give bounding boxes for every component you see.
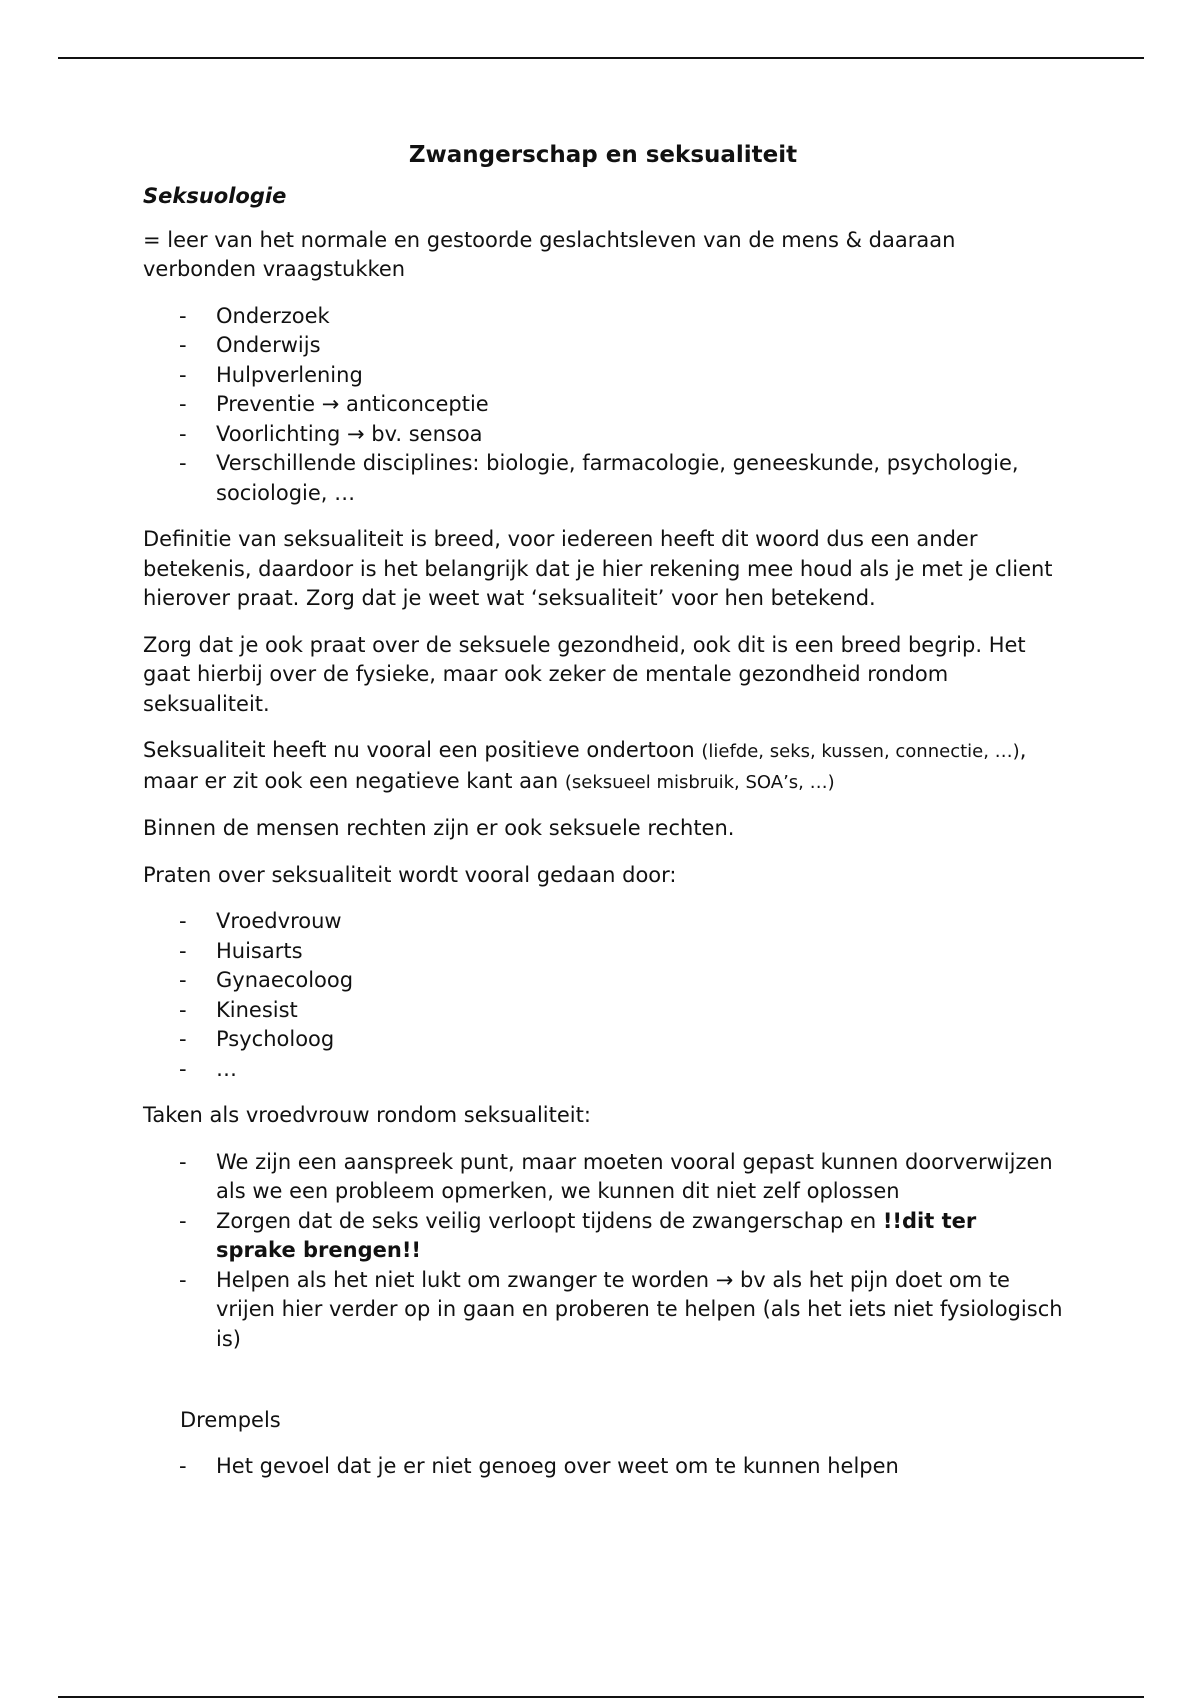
- professionals-list: [143, 907, 1063, 1084]
- list-item: - Helpen als het niet lukt om zwanger te worden → bv als het pijn doet om te vrijen hier verder op in gaan en proberen te helpen (als het iets niet fysiologisch is): [143, 1266, 1063, 1355]
- paragraph-who-talks: Praten over seksualiteit wordt vooral gedaan door:: [143, 862, 677, 887]
- list-item: - …: [143, 1055, 1063, 1085]
- list-item: - Vroedvrouw: [143, 907, 1063, 937]
- section-heading-seksuologie: Seksuologie: [143, 184, 287, 208]
- list-item: - Gynaecoloog: [143, 966, 1063, 996]
- task-emphasis: !!dit ter sprake brengen!!: [216, 1208, 977, 1262]
- fields-list: [143, 302, 1063, 509]
- list-item: - Psycholoog: [143, 1025, 1063, 1055]
- connotation-text-1: Seksualiteit heeft nu vooral een positieve ondertoon: [143, 738, 702, 762]
- task-text: Zorgen dat de seks veilig verloopt tijdens de zwangerschap en: [216, 1208, 883, 1233]
- thresholds-list: [143, 1452, 1063, 1482]
- list-item: - Preventie → anticonceptie: [143, 390, 1063, 420]
- list-item: - Onderzoek: [143, 302, 1063, 332]
- list-item: - Onderwijs: [143, 331, 1063, 361]
- list-item: - Voorlichting → bv. sensoa: [143, 420, 1063, 450]
- list-item: - Kinesist: [143, 996, 1063, 1026]
- list-item: - Verschillende disciplines: biologie, farmacologie, geneeskunde, psychologie, sociologie, …: [143, 449, 1063, 508]
- header-rule: [58, 57, 1144, 59]
- document-title: Zwangerschap en seksualiteit: [408, 142, 798, 168]
- list-item: - Huisarts: [143, 937, 1063, 967]
- connotation-examples-positive: (liefde, seks, kussen, connectie, …): [701, 741, 1020, 762]
- paragraph-definition-breadth: Definitie van seksualiteit is breed, voor iedereen heeft dit woord dus een ander betekenis, daardoor is het belangrijk dat je hier rekening mee houd als je met je client hierover praat. Zorg dat je weet wat ‘seksualiteit’ voor hen betekend.: [143, 527, 1053, 610]
- list-item: [143, 1207, 1063, 1266]
- paragraph-tasks-intro: Taken als vroedvrouw rondom seksualiteit:: [143, 1103, 591, 1127]
- definition-paragraph: = leer van het normale en gestoorde geslachtsleven van de mens & daaraan verbonden vraagstukken: [143, 227, 956, 281]
- document-page: [143, 140, 1063, 1498]
- paragraph-rights: Binnen de mensen rechten zijn er ook seksuele rechten.: [143, 816, 735, 840]
- list-item: - Het gevoel dat je er niet genoeg over weet om te kunnen helpen: [143, 1452, 1063, 1482]
- tasks-list: [143, 1148, 1063, 1355]
- connotation-examples-negative: (seksueel misbruik, SOA’s, …): [564, 771, 835, 793]
- paragraph-sexual-health: Zorg dat je ook praat over de seksuele gezondheid, ook dit is een breed begrip. Het gaat hierbij over de fysieke, maar ook zeker de mentale gezondheid rondom seksualiteit.: [143, 632, 1026, 716]
- footer-rule: [58, 1696, 1144, 1698]
- section-heading-drempels: Drempels: [180, 1408, 281, 1432]
- connotation-text-2: , maar er zit ook een negatieve kant aan: [143, 738, 1027, 793]
- paragraph-connotation: [143, 736, 1063, 797]
- list-item: - Hulpverlening: [143, 361, 1063, 391]
- list-item: - We zijn een aanspreek punt, maar moeten vooral gepast kunnen doorverwijzen als we een probleem opmerken, we kunnen dit niet zelf oplossen: [143, 1148, 1063, 1207]
